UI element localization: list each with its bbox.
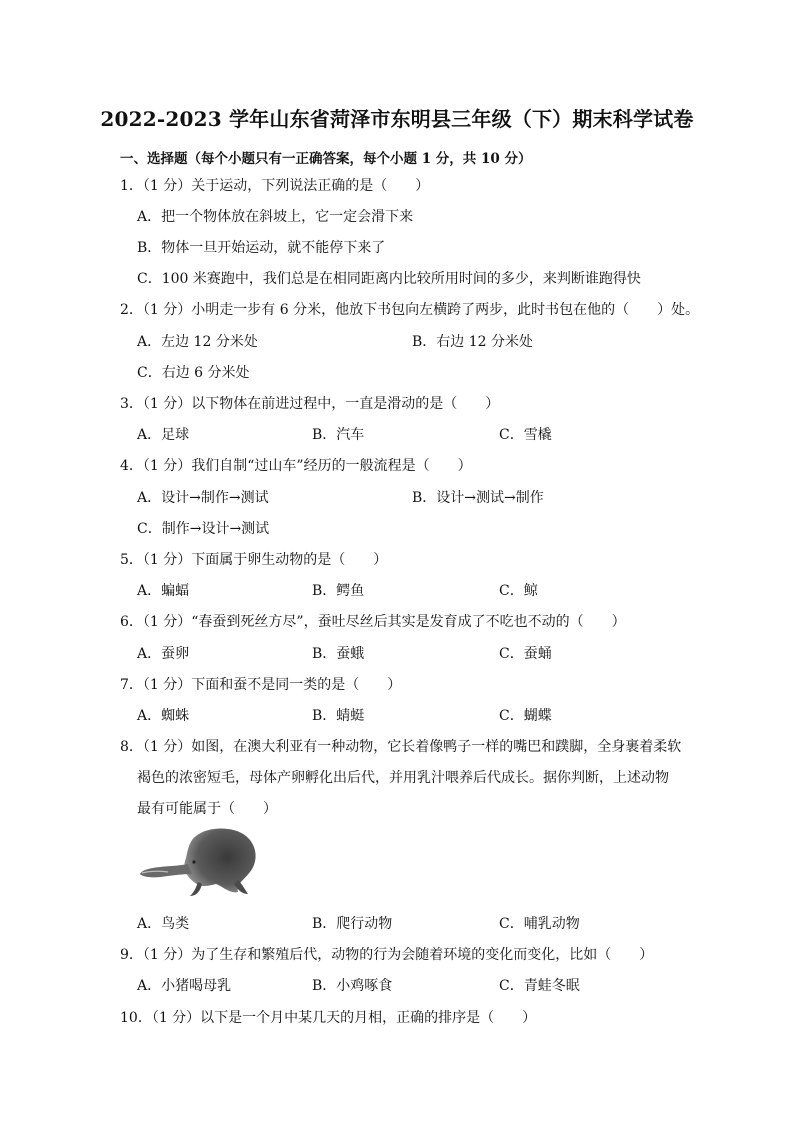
question-6-stem: 6．（1 分）“春蚕到死丝方尽”，蚕吐尽丝后其实是发育成了不吃也不动的（ ） [120,614,626,630]
question-4-option-b[interactable]: B．设计→测试→制作 [412,490,544,506]
question-9-stem: 9．（1 分）为了生存和繁殖后代，动物的行为会随着环境的变化而变化，比如（ ） [120,947,654,963]
question-2-stem: 2．（1 分）小明走一步有 6 分米，他放下书包向左横跨了两步，此时书包在他的（ ）处。 [120,302,700,318]
page-title: 2022-2023 学年山东省菏泽市东明县三年级（下）期末科学试卷 [100,107,694,131]
question-6-option-a[interactable]: A．蚕卵 [137,646,190,662]
question-4-option-a[interactable]: A．设计→制作→测试 [137,490,269,506]
question-9-option-b[interactable]: B．小鸡啄食 [312,978,393,994]
question-3-option-c[interactable]: C．雪橇 [499,427,552,443]
question-7-option-b[interactable]: B．蜻蜓 [312,708,365,724]
question-2-option-a[interactable]: A．左边 12 分米处 [137,334,258,350]
question-8-option-a[interactable]: A．鸟类 [137,916,190,932]
question-8-stem-line-2: 褐色的浓密短毛，母体产卵孵化出后代，并用乳汁喂养后代成长。据你判断，上述动物 [137,770,669,786]
question-2-option-c[interactable]: C．右边 6 分米处 [137,365,250,381]
question-5-option-a[interactable]: A．蝙蝠 [137,583,190,599]
question-8-stem-line-1: 8．（1 分）如图，在澳大利亚有一种动物，它长着像鸭子一样的嘴巴和蹼脚，全身裹着柔软 [120,739,682,755]
question-5-option-b[interactable]: B．鳄鱼 [312,583,365,599]
question-1-stem: 1．（1 分）关于运动，下列说法正确的是（ ） [120,178,430,194]
question-8-option-c[interactable]: C．哺乳动物 [499,916,580,932]
question-1-option-c[interactable]: C．100 米赛跑中，我们总是在相同距离内比较所用时间的多少，来判断谁跑得快 [137,271,641,287]
question-9-option-c[interactable]: C．青蛙冬眠 [499,978,580,994]
question-8-option-b[interactable]: B．爬行动物 [312,916,393,932]
question-3-stem: 3．（1 分）以下物体在前进过程中，一直是滑动的是（ ） [120,396,500,412]
question-4-option-c[interactable]: C．制作→设计→测试 [137,521,270,537]
question-8-stem-line-3: 最有可能属于（ ） [137,801,277,817]
question-5-option-c[interactable]: C．鲸 [499,583,538,599]
question-1-option-b[interactable]: B．物体一旦开始运动，就不能停下来了 [137,240,386,256]
question-6-option-b[interactable]: B．蚕蛾 [312,646,365,662]
question-10-stem: 10．（1 分）以下是一个月中某几天的月相，正确的排序是（ ） [120,1010,537,1026]
question-7-stem: 7．（1 分）下面和蚕不是同一类的是（ ） [120,677,402,693]
question-5-stem: 5．（1 分）下面属于卵生动物的是（ ） [120,552,388,568]
question-4-stem: 4．（1 分）我们自制“过山车”经历的一般流程是（ ） [120,458,472,474]
platypus-icon [138,822,260,900]
question-1-option-a[interactable]: A．把一个物体放在斜坡上，它一定会滑下来 [137,209,414,225]
question-2-option-b[interactable]: B．右边 12 分米处 [412,334,534,350]
question-7-option-c[interactable]: C．蝴蝶 [499,708,552,724]
question-7-option-a[interactable]: A．蜘蛛 [137,708,190,724]
question-3-option-a[interactable]: A．足球 [137,427,190,443]
question-6-option-c[interactable]: C．蚕蛹 [499,646,552,662]
section-heading: 一、选择题（每个小题只有一正确答案，每个小题 1 分，共 10 分） [120,151,532,167]
question-9-option-a[interactable]: A．小猪喝母乳 [137,978,232,994]
question-3-option-b[interactable]: B．汽车 [312,427,365,443]
